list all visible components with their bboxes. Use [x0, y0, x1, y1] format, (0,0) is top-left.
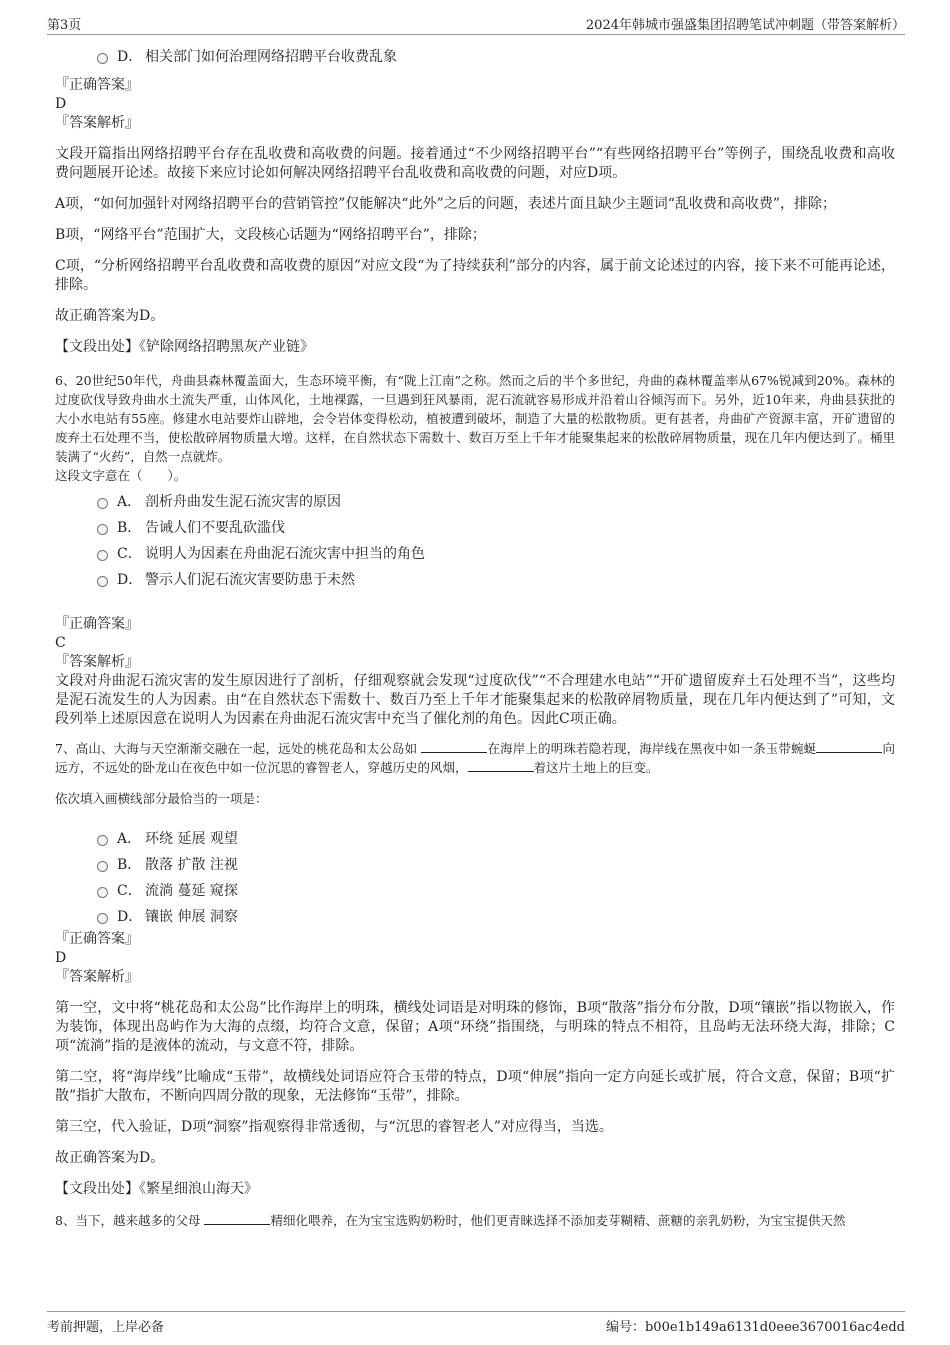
question-stem: 8、当下，越来越多的父母 精细化喂养，在为宝宝选购奶粉时，他们更青睐选择不添加麦芽糊精、蔗糖的亲乳奶粉，为宝宝提供天然: [55, 1213, 846, 1228]
document-title: 2024年韩城市强盛集团招聘笔试冲刺题（带答案解析）: [585, 18, 905, 33]
answer-value: D: [55, 950, 67, 966]
q7-option-d[interactable]: D． 镶嵌 伸展 洞察: [55, 904, 895, 930]
radio-icon[interactable]: [97, 53, 108, 64]
analysis-label: 『答案解析』: [55, 969, 139, 985]
fill-blank: [816, 740, 882, 753]
radio-icon[interactable]: [97, 550, 108, 561]
q7-option-b[interactable]: B． 散落 扩散 注视: [55, 852, 895, 878]
page-header: [47, 12, 905, 35]
analysis-paragraph: 文段对舟曲泥石流灾害的发生原因进行了剖析，仔细观察就会发现“过度砍伐”“不合理建水电站”“开矿遗留废弃土石处理不当”，这些均是泥石流发生的人为因素。由“在自然状态下需数十、数百乃至上千年才能聚集起来的松散碎屑物质量，现在几年内便达到了”可知，文段列举上述原因意在说明人为因素在舟曲泥石流灾害中充当了催化剂的角色。因此C项正确。: [55, 673, 895, 727]
answer-label: 『正确答案』: [55, 616, 139, 632]
question-prompt: 依次填入画横线部分最恰当的一项是：: [55, 791, 268, 806]
radio-icon[interactable]: [97, 576, 108, 587]
analysis-paragraph: A项，“如何加强针对网络招聘平台的营销管控”仅能解决“此外”之后的问题，表述片面且缺少主题词“乱收费和高收费”，排除；: [55, 196, 837, 212]
radio-icon[interactable]: [97, 835, 108, 846]
answer-label: 『正确答案』: [55, 931, 139, 947]
q6-option-b[interactable]: B． 告诫人们不要乱砍滥伐: [55, 515, 895, 541]
fill-blank: [421, 740, 487, 753]
answer-label: 『正确答案』: [55, 77, 139, 93]
analysis-paragraph: 第一空，文中将“桃花岛和太公岛”比作海岸上的明珠，横线处词语是对明珠的修饰，B项“散落”指分布分散，D项“镶嵌”指以物嵌入，作为装饰，体现出岛屿作为大海的点缀，均符合文意，保留；A项“环绕”指围绕，与明珠的特点不相符，且岛屿无法环绕大海，排除；C项“流淌”指的是液体的流动，与文意不符，排除。: [55, 1000, 895, 1054]
page-number: 第3页: [47, 18, 82, 33]
fill-blank: [204, 1212, 270, 1225]
q7-option-c[interactable]: C． 流淌 蔓延 窥探: [55, 878, 895, 904]
document-id: 编号：b00e1b149a6131d0eee3670016ac4edd: [605, 1320, 905, 1335]
analysis-label: 『答案解析』: [55, 654, 139, 670]
analysis-paragraph: 第二空，将“海岸线”比喻成“玉带”，故横线处词语应符合玉带的特点，D项“伸展”指向一定方向延长或扩展，符合文意，保留；B项“扩散”指扩大散布，不断向四周分散的现象，无法修饰“玉带”，排除。: [55, 1069, 895, 1104]
source-note: 【文段出处】《繁星细浪山海天》: [55, 1181, 258, 1197]
analysis-label: 『答案解析』: [55, 115, 139, 131]
q6-option-d[interactable]: D． 警示人们泥石流灾害要防患于未然: [55, 567, 895, 593]
analysis-paragraph: B项，“网络平台”范围扩大，文段核心话题为“网络招聘平台”，排除；: [55, 227, 486, 243]
radio-icon[interactable]: [97, 524, 108, 535]
analysis-paragraph: 第三空，代入验证，D项“洞察”指观察得非常透彻，与“沉思的睿智老人”对应得当，当选。: [55, 1119, 613, 1135]
analysis-paragraph: 文段开篇指出网络招聘平台存在乱收费和高收费的问题。接着通过“不少网络招聘平台”“有些网络招聘平台”等例子，围绕乱收费和高收费问题展开论述。故接下来应讨论如何解决网络招聘平台乱收费和高收费的问题，对应D项。: [55, 146, 895, 181]
answer-value: D: [55, 96, 67, 112]
question-prompt: 这段文字意在（ ）。: [55, 468, 187, 483]
analysis-paragraph: 故正确答案为D。: [55, 1150, 165, 1166]
radio-icon[interactable]: [97, 913, 108, 924]
question-stem: 7、高山、大海与天空渐渐交融在一起，远处的桃花岛和太公岛如 在海岸上的明珠若隐若现，海岸线在黑夜中如一条玉带蜿蜒 向远方，不远处的卧龙山在夜色中如一位沉思的睿智老人，穿越历史的风烟， 着这片土地上的巨变。: [55, 741, 895, 775]
analysis-paragraph: C项，“分析网络招聘平台乱收费和高收费的原因”对应文段“为了持续获利”部分的内容，属于前文论述过的内容，接下来不可能再论述，排除。: [55, 258, 895, 293]
page-footer: [47, 1311, 905, 1334]
answer-value: C: [55, 635, 66, 651]
q7-option-a[interactable]: A． 环绕 延展 观望: [55, 826, 895, 852]
q5-option-d[interactable]: D． 相关部门如何治理网络招聘平台收费乱象: [55, 44, 895, 70]
radio-icon[interactable]: [97, 887, 108, 898]
q6-option-a[interactable]: A． 剖析舟曲发生泥石流灾害的原因: [55, 489, 895, 515]
source-note: 【文段出处】《铲除网络招聘黑灰产业链》: [55, 339, 314, 355]
radio-icon[interactable]: [97, 498, 108, 509]
radio-icon[interactable]: [97, 861, 108, 872]
page-content: [55, 44, 895, 1230]
footer-slogan: 考前押题，上岸必备: [47, 1320, 165, 1335]
fill-blank: [468, 759, 534, 772]
q6-option-c[interactable]: C． 说明人为因素在舟曲泥石流灾害中担当的角色: [55, 541, 895, 567]
analysis-paragraph: 故正确答案为D。: [55, 308, 165, 324]
question-stem: 6、20世纪50年代，舟曲县森林覆盖面大，生态环境平衡，有“陇上江南”之称。然而之后的半个多世纪，舟曲的森林覆盖率从67%锐减到20%。森林的过度砍伐导致舟曲水土流失严重，山体风化，土地裸露，一旦遇到狂风暴雨，泥石流就容易形成并沿着山谷倾泻而下。另外，近10年来，舟曲县获批的大小水电站有55座。修建水电站要炸山辟地，会令岩体变得松动，植被遭到破坏，制造了大量的松散物质。更有甚者，舟曲矿产资源丰富，开矿遗留的废弃土石处理不当，使松散碎屑物质量大增。这样，在自然状态下需数十、数百万至上千年才能聚集起来的松散碎屑物质量，现在几年内便达到了。桶里装满了“火药”，自然一点就炸。: [55, 373, 895, 464]
